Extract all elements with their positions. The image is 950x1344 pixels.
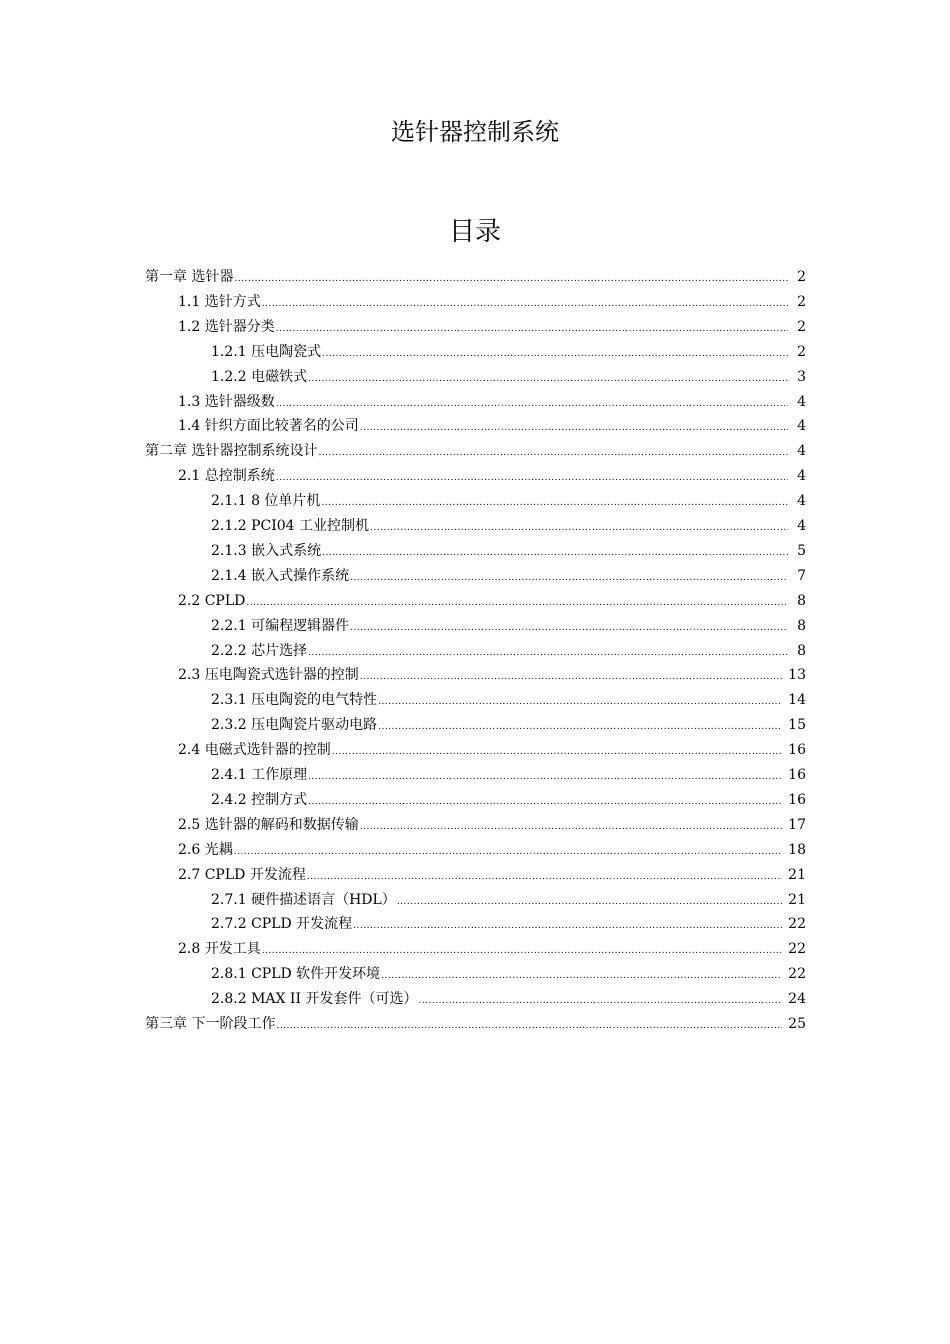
toc-entry[interactable] (211, 713, 806, 738)
toc-entry-label: 1.2.2 电磁铁式 (211, 369, 308, 385)
document-title: 选针器控制系统 (391, 118, 559, 146)
toc-dot-leader (370, 516, 788, 541)
toc-dot-leader (276, 466, 788, 491)
toc-entry-page-number: 2 (797, 294, 806, 310)
toc-entry-page-number: 22 (788, 966, 806, 982)
toc-entry-page-number: 16 (788, 767, 806, 783)
toc-entry[interactable] (211, 514, 806, 539)
toc-entry-label: 1.3 选针器级数 (178, 394, 275, 410)
toc-dot-leader (381, 964, 782, 989)
toc-entry-page-number: 16 (788, 742, 806, 758)
toc-entry[interactable] (211, 539, 806, 564)
toc-entry[interactable] (178, 315, 806, 340)
toc-entry-label: 2.8.2 MAX II 开发套件（可选） (211, 991, 418, 1007)
toc-dot-leader (234, 840, 782, 865)
toc-entry-page-number: 4 (797, 518, 806, 534)
toc-dot-leader (318, 441, 788, 466)
toc-dot-leader (262, 292, 788, 317)
toc-entry-page-number: 14 (788, 692, 806, 708)
toc-entry-page-number: 4 (797, 493, 806, 509)
toc-entry[interactable] (211, 788, 806, 813)
toc-dot-leader (353, 914, 782, 939)
toc-entry-page-number: 8 (797, 593, 806, 609)
toc-entry[interactable] (145, 439, 806, 464)
toc-entry-page-number: 3 (797, 369, 806, 385)
toc-entry-page-number: 8 (797, 643, 806, 659)
toc-dot-leader (307, 865, 782, 890)
toc-entry-page-number: 17 (788, 817, 806, 833)
toc-entry[interactable] (178, 838, 806, 863)
toc-entry[interactable] (211, 365, 806, 390)
toc-entry-label: 2.5 选针器的解码和数据传输 (178, 817, 359, 833)
toc-entry-page-number: 22 (788, 941, 806, 957)
toc-entry-page-number: 13 (788, 667, 806, 683)
toc-entry-page-number: 18 (788, 842, 806, 858)
toc-entry-label: 2.3 压电陶瓷式选针器的控制 (178, 667, 359, 683)
toc-entry-label: 2.1.1 8 位单片机 (211, 493, 321, 509)
toc-entry[interactable] (178, 813, 806, 838)
toc-entry[interactable] (211, 962, 806, 987)
toc-entry-page-number: 24 (788, 991, 806, 1007)
toc-entry-page-number: 2 (797, 319, 806, 335)
toc-entry-label: 第一章 选针器 (145, 269, 234, 285)
toc-heading: 目录 (448, 217, 501, 247)
toc-dot-leader (350, 616, 788, 641)
toc-dot-leader (378, 690, 782, 715)
toc-dot-leader (360, 416, 788, 441)
toc-entry-page-number: 25 (788, 1016, 806, 1032)
toc-entry[interactable] (211, 340, 806, 365)
toc-entry[interactable] (178, 663, 806, 688)
toc-entry-label: 1.4 针织方面比较著名的公司 (178, 418, 359, 434)
toc-entry[interactable] (211, 489, 806, 514)
toc-entry[interactable] (211, 987, 806, 1012)
toc-dot-leader (378, 715, 782, 740)
toc-dot-leader (322, 342, 788, 367)
toc-entry[interactable] (211, 564, 806, 589)
toc-entry-label: 2.1 总控制系统 (178, 468, 275, 484)
toc-entry[interactable] (145, 1012, 806, 1037)
toc-entry-label: 2.2.2 芯片选择 (211, 643, 308, 659)
toc-entry[interactable] (211, 763, 806, 788)
toc-dot-leader (308, 367, 788, 392)
toc-entry-label: 1.2 选针器分类 (178, 319, 275, 335)
toc-entry-page-number: 4 (797, 468, 806, 484)
toc-dot-leader (332, 740, 782, 765)
toc-entry-page-number: 2 (797, 269, 806, 285)
toc-entry-page-number: 7 (797, 568, 806, 584)
toc-entry-label: 2.3.1 压电陶瓷的电气特性 (211, 692, 378, 708)
toc-entry-label: 2.8 开发工具 (178, 941, 261, 957)
toc-entry[interactable] (178, 414, 806, 439)
toc-entry-label: 第二章 选针器控制系统设计 (145, 443, 318, 459)
toc-dot-leader (308, 790, 782, 815)
toc-entry[interactable] (145, 265, 806, 290)
toc-entry-page-number: 4 (797, 443, 806, 459)
toc-entry[interactable] (211, 912, 806, 937)
toc-dot-leader (360, 665, 782, 690)
toc-entry[interactable] (178, 589, 806, 614)
toc-entry[interactable] (178, 290, 806, 315)
toc-dot-leader (321, 491, 788, 516)
toc-entry-label: 2.3.2 压电陶瓷片驱动电路 (211, 717, 378, 733)
toc-entry[interactable] (178, 863, 806, 888)
toc-dot-leader (262, 939, 782, 964)
toc-entry-label: 2.2 CPLD (178, 593, 246, 609)
toc-entry[interactable] (178, 390, 806, 415)
toc-dot-leader (360, 815, 782, 840)
toc-entry-page-number: 5 (797, 543, 806, 559)
toc-entry-label: 2.7.1 硬件描述语言（HDL） (211, 892, 396, 908)
toc-entry-label: 1.2.1 压电陶瓷式 (211, 344, 322, 360)
toc-entry-label: 第三章 下一阶段工作 (145, 1016, 276, 1032)
toc-entry-page-number: 21 (788, 892, 806, 908)
toc-entry-page-number: 8 (797, 618, 806, 634)
toc-entry-label: 2.6 光耦 (178, 842, 233, 858)
toc-dot-leader (234, 267, 788, 292)
toc-entry[interactable] (178, 738, 806, 763)
toc-entry-label: 1.1 选针方式 (178, 294, 261, 310)
toc-entry-label: 2.7.2 CPLD 开发流程 (211, 916, 353, 932)
toc-entry-label: 2.1.2 PCI04 工业控制机 (211, 518, 369, 534)
toc-entry-label: 2.7 CPLD 开发流程 (178, 867, 306, 883)
toc-entry-label: 2.4 电磁式选针器的控制 (178, 742, 331, 758)
toc-dot-leader (276, 317, 788, 342)
toc-entry[interactable] (211, 888, 806, 913)
toc-entry[interactable] (211, 639, 806, 664)
toc-entry-label: 2.4.1 工作原理 (211, 767, 308, 783)
toc-entry[interactable] (178, 464, 806, 489)
toc-entry-page-number: 4 (797, 418, 806, 434)
toc-entry-label: 2.4.2 控制方式 (211, 792, 308, 808)
toc-entry-label: 2.8.1 CPLD 软件开发环境 (211, 966, 381, 982)
toc-dot-leader (350, 566, 788, 591)
toc-dot-leader (246, 591, 788, 616)
toc-entry[interactable] (211, 614, 806, 639)
toc-entry[interactable] (178, 937, 806, 962)
toc-entry-label: 2.2.1 可编程逻辑器件 (211, 618, 350, 634)
toc-entry-label: 2.1.3 嵌入式系统 (211, 543, 322, 559)
toc-entry-page-number: 15 (788, 717, 806, 733)
toc-entry-page-number: 2 (797, 344, 806, 360)
toc-entry-page-number: 22 (788, 916, 806, 932)
toc-entry-page-number: 16 (788, 792, 806, 808)
toc-entry-page-number: 4 (797, 394, 806, 410)
toc-dot-leader (418, 989, 782, 1014)
toc-dot-leader (276, 1014, 782, 1039)
toc-entry-page-number: 21 (788, 867, 806, 883)
toc-dot-leader (308, 765, 782, 790)
toc-entry-label: 2.1.4 嵌入式操作系统 (211, 568, 350, 584)
toc-dot-leader (322, 541, 788, 566)
toc-entry[interactable] (211, 688, 806, 713)
